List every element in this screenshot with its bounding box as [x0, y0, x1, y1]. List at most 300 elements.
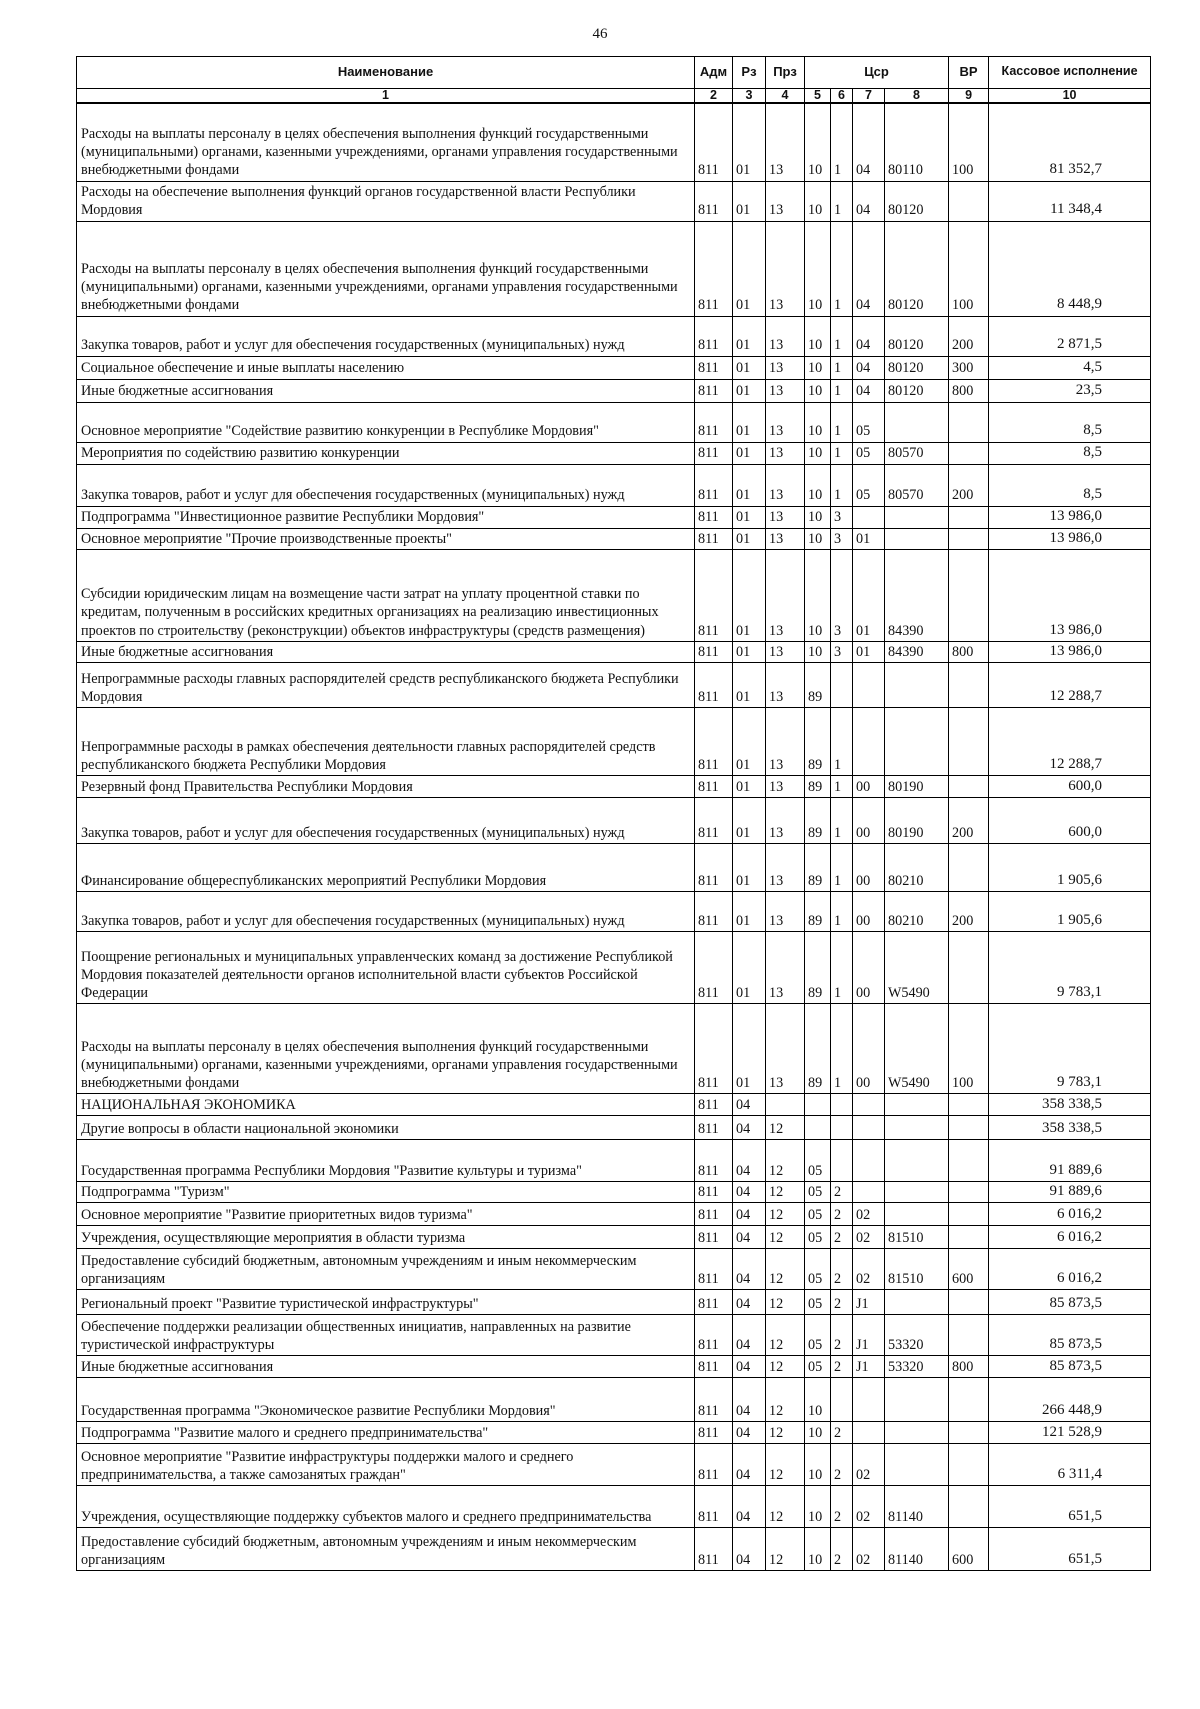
table-row: [77, 528, 1151, 549]
header-csr: Цср: [805, 57, 949, 89]
row-adm: 811: [695, 103, 733, 181]
row-adm: 811: [695, 181, 733, 221]
row-amount: 8 448,9: [989, 221, 1151, 316]
row-adm: 811: [695, 316, 733, 356]
row-prz: 12: [766, 1485, 805, 1527]
row-csr-6: 2: [831, 1421, 853, 1443]
row-csr-8: [885, 1115, 949, 1139]
row-adm: 811: [695, 402, 733, 442]
table-row: [77, 181, 1151, 221]
row-csr-7: 05: [853, 402, 885, 442]
row-vr: 800: [949, 1355, 989, 1377]
row-prz: [766, 1093, 805, 1115]
table-row: [77, 1527, 1151, 1570]
row-csr-5: 10: [805, 402, 831, 442]
row-prz: 12: [766, 1289, 805, 1314]
row-rz: 04: [733, 1355, 766, 1377]
row-csr-6: [831, 1139, 853, 1181]
row-amount: 600,0: [989, 775, 1151, 797]
row-csr-7: [853, 1377, 885, 1421]
row-name: Предоставление субсидий бюджетным, автономным учреждениям и иным некоммерческим организациям: [77, 1248, 695, 1289]
row-csr-7: 00: [853, 775, 885, 797]
row-amount: 8,5: [989, 402, 1151, 442]
row-amount: 23,5: [989, 379, 1151, 402]
row-csr-6: 1: [831, 931, 853, 1003]
row-csr-7: J1: [853, 1289, 885, 1314]
row-adm: 811: [695, 775, 733, 797]
row-name: Поощрение региональных и муниципальных управленческих команд за достижение Республикой Мордовия показателей деятельности органов исполнительной власти субъектов Российской Федерации: [77, 931, 695, 1003]
row-csr-8: 80120: [885, 356, 949, 379]
row-csr-7: J1: [853, 1355, 885, 1377]
row-amount: 8,5: [989, 464, 1151, 506]
header-prz: Прз: [766, 57, 805, 89]
row-csr-5: 05: [805, 1355, 831, 1377]
table-row: [77, 707, 1151, 775]
row-prz: 12: [766, 1377, 805, 1421]
row-adm: 811: [695, 931, 733, 1003]
row-adm: 811: [695, 1181, 733, 1202]
row-csr-5: 10: [805, 1485, 831, 1527]
row-rz: 04: [733, 1225, 766, 1248]
row-amount: 6 016,2: [989, 1225, 1151, 1248]
row-csr-5: 05: [805, 1139, 831, 1181]
row-csr-6: 1: [831, 843, 853, 891]
row-csr-5: 89: [805, 891, 831, 931]
row-csr-5: 10: [805, 316, 831, 356]
row-amount: 85 873,5: [989, 1355, 1151, 1377]
row-csr-5: 10: [805, 549, 831, 641]
row-rz: 01: [733, 464, 766, 506]
row-csr-8: [885, 1443, 949, 1485]
row-prz: 12: [766, 1527, 805, 1570]
row-name: Резервный фонд Правительства Республики Мордовия: [77, 775, 695, 797]
row-csr-5: 10: [805, 103, 831, 181]
row-name: Обеспечение поддержки реализации общественных инициатив, направленных на развитие туристической инфраструктуры: [77, 1314, 695, 1355]
row-csr-6: 1: [831, 797, 853, 843]
row-csr-6: 2: [831, 1225, 853, 1248]
table-body: [77, 103, 1151, 1570]
row-adm: 811: [695, 891, 733, 931]
row-csr-7: 04: [853, 316, 885, 356]
row-csr-7: 05: [853, 464, 885, 506]
row-csr-8: 80120: [885, 379, 949, 402]
row-name: Учреждения, осуществляющие поддержку субъектов малого и среднего предпринимательства: [77, 1485, 695, 1527]
row-csr-6: 1: [831, 442, 853, 464]
row-rz: 04: [733, 1115, 766, 1139]
row-rz: 04: [733, 1248, 766, 1289]
row-vr: 100: [949, 103, 989, 181]
row-prz: 13: [766, 931, 805, 1003]
row-csr-7: 02: [853, 1248, 885, 1289]
row-rz: 04: [733, 1181, 766, 1202]
row-rz: 01: [733, 797, 766, 843]
row-csr-7: 02: [853, 1225, 885, 1248]
row-vr: [949, 1181, 989, 1202]
row-csr-5: 10: [805, 442, 831, 464]
row-prz: 12: [766, 1139, 805, 1181]
table-row: [77, 316, 1151, 356]
row-amount: 91 889,6: [989, 1139, 1151, 1181]
row-vr: 100: [949, 1003, 989, 1093]
row-adm: 811: [695, 1003, 733, 1093]
row-csr-5: 10: [805, 181, 831, 221]
row-csr-5: 10: [805, 221, 831, 316]
row-csr-6: [831, 1377, 853, 1421]
row-prz: 12: [766, 1248, 805, 1289]
row-adm: 811: [695, 1225, 733, 1248]
table-row: [77, 662, 1151, 707]
row-csr-7: 00: [853, 1003, 885, 1093]
row-vr: [949, 181, 989, 221]
row-vr: [949, 402, 989, 442]
table-row: [77, 1003, 1151, 1093]
row-rz: 01: [733, 103, 766, 181]
row-csr-6: 1: [831, 221, 853, 316]
row-vr: [949, 442, 989, 464]
row-csr-8: [885, 1139, 949, 1181]
row-csr-7: 02: [853, 1485, 885, 1527]
row-name: Иные бюджетные ассигнования: [77, 379, 695, 402]
column-number: 4: [766, 89, 805, 104]
row-prz: 13: [766, 775, 805, 797]
row-prz: 12: [766, 1181, 805, 1202]
row-name: Закупка товаров, работ и услуг для обеспечения государственных (муниципальных) нужд: [77, 891, 695, 931]
row-csr-8: 80570: [885, 442, 949, 464]
row-rz: 04: [733, 1377, 766, 1421]
row-adm: 811: [695, 1377, 733, 1421]
row-csr-5: [805, 1115, 831, 1139]
row-csr-5: 05: [805, 1289, 831, 1314]
row-adm: 811: [695, 1139, 733, 1181]
row-rz: 04: [733, 1139, 766, 1181]
table-row: [77, 1093, 1151, 1115]
table-row: [77, 1115, 1151, 1139]
row-amount: 81 352,7: [989, 103, 1151, 181]
row-csr-5: 05: [805, 1181, 831, 1202]
header-amount: Кассовое исполнение: [989, 57, 1151, 89]
table-row: [77, 775, 1151, 797]
row-vr: 800: [949, 641, 989, 662]
table-row: [77, 641, 1151, 662]
row-vr: [949, 1225, 989, 1248]
row-prz: 12: [766, 1202, 805, 1225]
row-name: Непрограммные расходы главных распорядителей средств республиканского бюджета Республики Мордовия: [77, 662, 695, 707]
row-rz: 04: [733, 1289, 766, 1314]
row-csr-6: 1: [831, 464, 853, 506]
row-name: Учреждения, осуществляющие мероприятия в области туризма: [77, 1225, 695, 1248]
row-csr-5: 10: [805, 506, 831, 528]
row-csr-7: 05: [853, 442, 885, 464]
row-name: Расходы на выплаты персоналу в целях обеспечения выполнения функций государственными (муниципальными) органами, казенными учреждениями, органами управления государственными внебюджетными фондами: [77, 103, 695, 181]
row-vr: 200: [949, 797, 989, 843]
row-csr-8: 80190: [885, 797, 949, 843]
table-row: [77, 221, 1151, 316]
row-csr-8: 81510: [885, 1225, 949, 1248]
row-csr-5: 89: [805, 843, 831, 891]
row-prz: 13: [766, 379, 805, 402]
row-vr: [949, 843, 989, 891]
row-name: Иные бюджетные ассигнования: [77, 1355, 695, 1377]
row-adm: 811: [695, 1248, 733, 1289]
row-adm: 811: [695, 843, 733, 891]
row-csr-7: 04: [853, 356, 885, 379]
table-row: [77, 1225, 1151, 1248]
row-csr-8: 53320: [885, 1314, 949, 1355]
row-csr-6: 3: [831, 528, 853, 549]
column-number: 2: [695, 89, 733, 104]
row-csr-6: [831, 662, 853, 707]
row-csr-5: 05: [805, 1314, 831, 1355]
row-adm: 811: [695, 707, 733, 775]
row-rz: 01: [733, 528, 766, 549]
row-csr-6: 1: [831, 891, 853, 931]
row-amount: 1 905,6: [989, 891, 1151, 931]
row-csr-7: J1: [853, 1314, 885, 1355]
column-number: 3: [733, 89, 766, 104]
column-number: 8: [885, 89, 949, 104]
row-prz: 13: [766, 442, 805, 464]
row-csr-8: 81140: [885, 1527, 949, 1570]
row-csr-6: 1: [831, 402, 853, 442]
row-csr-7: [853, 1139, 885, 1181]
row-name: Социальное обеспечение и иные выплаты населению: [77, 356, 695, 379]
row-csr-7: 01: [853, 549, 885, 641]
table-row: [77, 379, 1151, 402]
row-prz: 13: [766, 316, 805, 356]
row-csr-6: 1: [831, 356, 853, 379]
row-csr-6: 2: [831, 1314, 853, 1355]
row-csr-7: [853, 506, 885, 528]
row-vr: [949, 1289, 989, 1314]
row-adm: 811: [695, 1115, 733, 1139]
row-prz: 13: [766, 356, 805, 379]
row-csr-8: 80120: [885, 316, 949, 356]
row-csr-5: 10: [805, 641, 831, 662]
column-number: 9: [949, 89, 989, 104]
row-vr: 800: [949, 379, 989, 402]
row-csr-7: 04: [853, 181, 885, 221]
row-csr-6: 3: [831, 641, 853, 662]
row-csr-8: 84390: [885, 549, 949, 641]
row-name: Закупка товаров, работ и услуг для обеспечения государственных (муниципальных) нужд: [77, 464, 695, 506]
row-amount: 12 288,7: [989, 662, 1151, 707]
row-prz: 12: [766, 1314, 805, 1355]
row-csr-7: [853, 1115, 885, 1139]
row-name: Финансирование общереспубликанских мероприятий Республики Мордовия: [77, 843, 695, 891]
row-vr: 300: [949, 356, 989, 379]
row-rz: 04: [733, 1421, 766, 1443]
table-row: [77, 1485, 1151, 1527]
row-name: Непрограммные расходы в рамках обеспечения деятельности главных распорядителей средств республиканского бюджета Республики Мордовия: [77, 707, 695, 775]
row-name: НАЦИОНАЛЬНАЯ ЭКОНОМИКА: [77, 1093, 695, 1115]
table-header-row: [77, 57, 1151, 89]
row-csr-8: W5490: [885, 1003, 949, 1093]
row-adm: 811: [695, 1093, 733, 1115]
row-rz: 01: [733, 662, 766, 707]
row-amount: 1 905,6: [989, 843, 1151, 891]
row-csr-7: 04: [853, 221, 885, 316]
table-row: [77, 891, 1151, 931]
row-csr-8: [885, 402, 949, 442]
row-name: Закупка товаров, работ и услуг для обеспечения государственных (муниципальных) нужд: [77, 316, 695, 356]
row-csr-5: [805, 1093, 831, 1115]
row-csr-8: 81510: [885, 1248, 949, 1289]
table-row: [77, 1139, 1151, 1181]
row-csr-8: 80210: [885, 891, 949, 931]
row-csr-6: 2: [831, 1527, 853, 1570]
row-csr-8: 80120: [885, 221, 949, 316]
row-csr-8: [885, 1289, 949, 1314]
row-name: Расходы на обеспечение выполнения функций органов государственной власти Республики Мордовия: [77, 181, 695, 221]
row-vr: 200: [949, 891, 989, 931]
row-rz: 01: [733, 506, 766, 528]
row-prz: 13: [766, 641, 805, 662]
row-prz: 13: [766, 103, 805, 181]
row-csr-7: [853, 1093, 885, 1115]
row-rz: 01: [733, 356, 766, 379]
header-vr: ВР: [949, 57, 989, 89]
row-amount: 85 873,5: [989, 1314, 1151, 1355]
row-csr-8: 80190: [885, 775, 949, 797]
row-csr-8: [885, 662, 949, 707]
row-csr-7: 01: [853, 528, 885, 549]
row-csr-5: 10: [805, 464, 831, 506]
row-amount: 6 311,4: [989, 1443, 1151, 1485]
row-csr-6: 2: [831, 1443, 853, 1485]
row-csr-8: 80210: [885, 843, 949, 891]
row-csr-6: 1: [831, 181, 853, 221]
row-csr-8: [885, 528, 949, 549]
row-rz: 01: [733, 775, 766, 797]
row-csr-7: 00: [853, 843, 885, 891]
row-rz: 01: [733, 1003, 766, 1093]
column-number: 6: [831, 89, 853, 104]
row-rz: 01: [733, 316, 766, 356]
row-csr-5: 05: [805, 1202, 831, 1225]
row-prz: 12: [766, 1421, 805, 1443]
row-name: Подпрограмма "Туризм": [77, 1181, 695, 1202]
table-row: [77, 402, 1151, 442]
row-prz: 12: [766, 1115, 805, 1139]
row-name: Иные бюджетные ассигнования: [77, 641, 695, 662]
row-csr-7: [853, 707, 885, 775]
row-amount: 13 986,0: [989, 528, 1151, 549]
row-csr-6: 2: [831, 1202, 853, 1225]
row-csr-5: 89: [805, 931, 831, 1003]
row-csr-7: [853, 662, 885, 707]
row-amount: 358 338,5: [989, 1093, 1151, 1115]
row-prz: 13: [766, 707, 805, 775]
row-csr-8: 81140: [885, 1485, 949, 1527]
row-prz: 13: [766, 843, 805, 891]
row-prz: 13: [766, 464, 805, 506]
row-rz: 01: [733, 402, 766, 442]
row-rz: 01: [733, 843, 766, 891]
table-row: [77, 506, 1151, 528]
row-prz: 12: [766, 1225, 805, 1248]
row-csr-6: 1: [831, 379, 853, 402]
row-name: Государственная программа Республики Мордовия "Развитие культуры и туризма": [77, 1139, 695, 1181]
row-name: Государственная программа "Экономическое развитие Республики Мордовия": [77, 1377, 695, 1421]
row-rz: 01: [733, 549, 766, 641]
table-row: [77, 549, 1151, 641]
row-vr: 200: [949, 464, 989, 506]
row-rz: 04: [733, 1093, 766, 1115]
row-csr-6: 1: [831, 707, 853, 775]
row-csr-7: 02: [853, 1202, 885, 1225]
row-rz: 01: [733, 707, 766, 775]
row-name: Подпрограмма "Развитие малого и среднего предпринимательства": [77, 1421, 695, 1443]
row-amount: 6 016,2: [989, 1202, 1151, 1225]
row-amount: 266 448,9: [989, 1377, 1151, 1421]
row-rz: 04: [733, 1485, 766, 1527]
row-rz: 04: [733, 1314, 766, 1355]
row-amount: 13 986,0: [989, 549, 1151, 641]
row-amount: 9 783,1: [989, 931, 1151, 1003]
table-row: [77, 464, 1151, 506]
row-amount: 121 528,9: [989, 1421, 1151, 1443]
row-prz: 13: [766, 181, 805, 221]
table-row: [77, 1181, 1151, 1202]
table-row: [77, 1421, 1151, 1443]
row-rz: 01: [733, 181, 766, 221]
row-adm: 811: [695, 1485, 733, 1527]
row-csr-5: 89: [805, 662, 831, 707]
row-vr: [949, 662, 989, 707]
row-adm: 811: [695, 1202, 733, 1225]
row-amount: 651,5: [989, 1527, 1151, 1570]
header-adm: Адм: [695, 57, 733, 89]
row-csr-5: 10: [805, 1443, 831, 1485]
row-name: Региональный проект "Развитие туристической инфраструктуры": [77, 1289, 695, 1314]
row-csr-6: 2: [831, 1289, 853, 1314]
row-amount: 85 873,5: [989, 1289, 1151, 1314]
row-rz: 01: [733, 931, 766, 1003]
row-amount: 358 338,5: [989, 1115, 1151, 1139]
row-amount: 4,5: [989, 356, 1151, 379]
row-adm: 811: [695, 662, 733, 707]
row-adm: 811: [695, 379, 733, 402]
row-csr-5: 10: [805, 528, 831, 549]
row-csr-5: 05: [805, 1225, 831, 1248]
row-csr-6: 3: [831, 506, 853, 528]
row-csr-5: 10: [805, 379, 831, 402]
table-row: [77, 1289, 1151, 1314]
row-csr-7: 00: [853, 797, 885, 843]
row-vr: 600: [949, 1248, 989, 1289]
row-amount: 9 783,1: [989, 1003, 1151, 1093]
table-row: [77, 1314, 1151, 1355]
row-vr: [949, 1139, 989, 1181]
table-row: [77, 103, 1151, 181]
column-number: 10: [989, 89, 1151, 104]
row-vr: [949, 1314, 989, 1355]
row-vr: 200: [949, 316, 989, 356]
row-prz: 13: [766, 797, 805, 843]
row-csr-5: 10: [805, 1527, 831, 1570]
row-vr: [949, 549, 989, 641]
row-name: Расходы на выплаты персоналу в целях обеспечения выполнения функций государственными (муниципальными) органами, казенными учреждениями, органами управления государственными внебюджетными фондами: [77, 221, 695, 316]
row-csr-7: [853, 1421, 885, 1443]
row-adm: 811: [695, 1355, 733, 1377]
row-csr-5: 10: [805, 1421, 831, 1443]
row-csr-6: [831, 1115, 853, 1139]
row-adm: 811: [695, 442, 733, 464]
row-vr: [949, 1093, 989, 1115]
row-vr: [949, 1485, 989, 1527]
row-csr-6: 3: [831, 549, 853, 641]
row-adm: 811: [695, 1527, 733, 1570]
